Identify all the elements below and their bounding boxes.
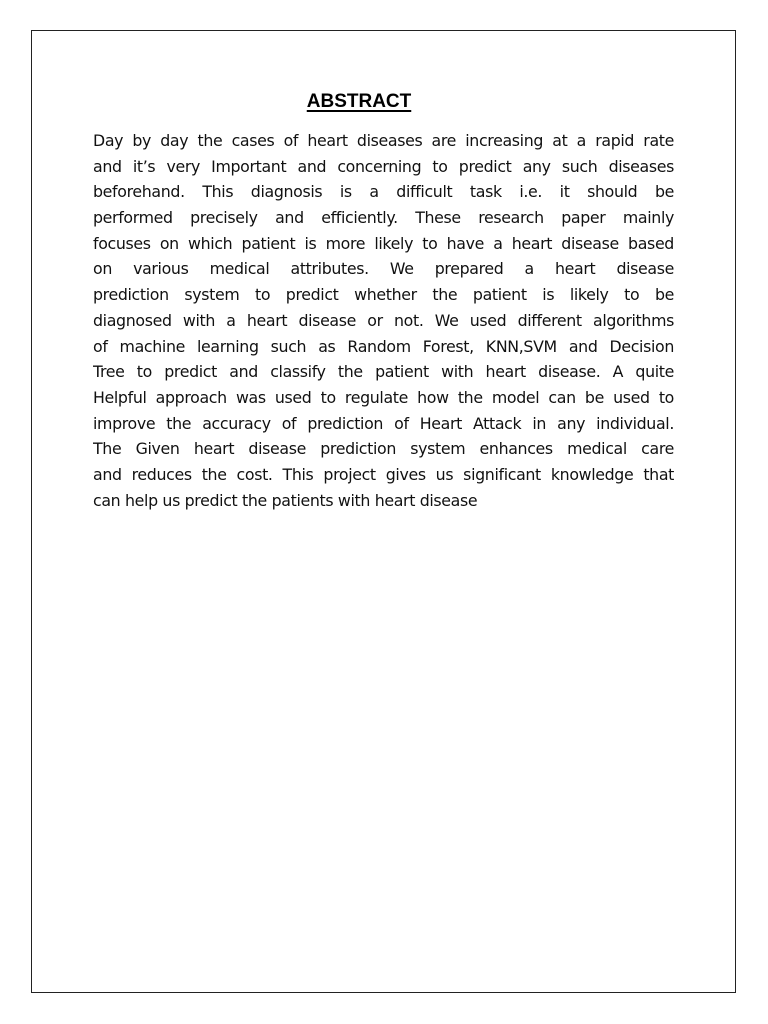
abstract-line: and it’s very Important and concerning to predict any such diseases — [93, 156, 674, 176]
abstract-line: prediction system to predict whether the patient is likely to be — [93, 285, 674, 305]
abstract-line: improve the accuracy of prediction of Heart Attack in any individual. — [93, 413, 674, 433]
abstract-line: and reduces the cost. This project gives us significant knowledge that — [93, 464, 674, 484]
abstract-line: Day by day the cases of heart diseases are increasing at a rapid rate — [93, 131, 674, 150]
abstract-line: of machine learning such as Random Forest, KNN,SVM and Decision — [93, 336, 674, 356]
abstract-line: focuses on which patient is more likely to have a heart disease based — [93, 233, 674, 253]
abstract-heading-text: ABSTRACT — [306, 91, 412, 112]
abstract-line: The Given heart disease prediction system enhances medical care — [93, 439, 674, 459]
abstract-line: can help us predict the patients with heart disease — [93, 490, 478, 510]
abstract-line: Tree to predict and classify the patient with heart disease. A quite — [93, 362, 674, 382]
abstract-line: Helpful approach was used to regulate how the model can be used to — [93, 387, 674, 407]
abstract-heading — [0, 89, 718, 115]
abstract-line: diagnosed with a heart disease or not. We used different algorithms — [93, 310, 674, 330]
abstract-line: performed precisely and efficiently. These research paper mainly — [93, 208, 674, 228]
abstract-line: on various medical attributes. We prepared a heart disease — [93, 259, 674, 279]
abstract-body — [93, 128, 674, 513]
abstract-line: beforehand. This diagnosis is a difficult task i.e. it should be — [93, 182, 674, 202]
